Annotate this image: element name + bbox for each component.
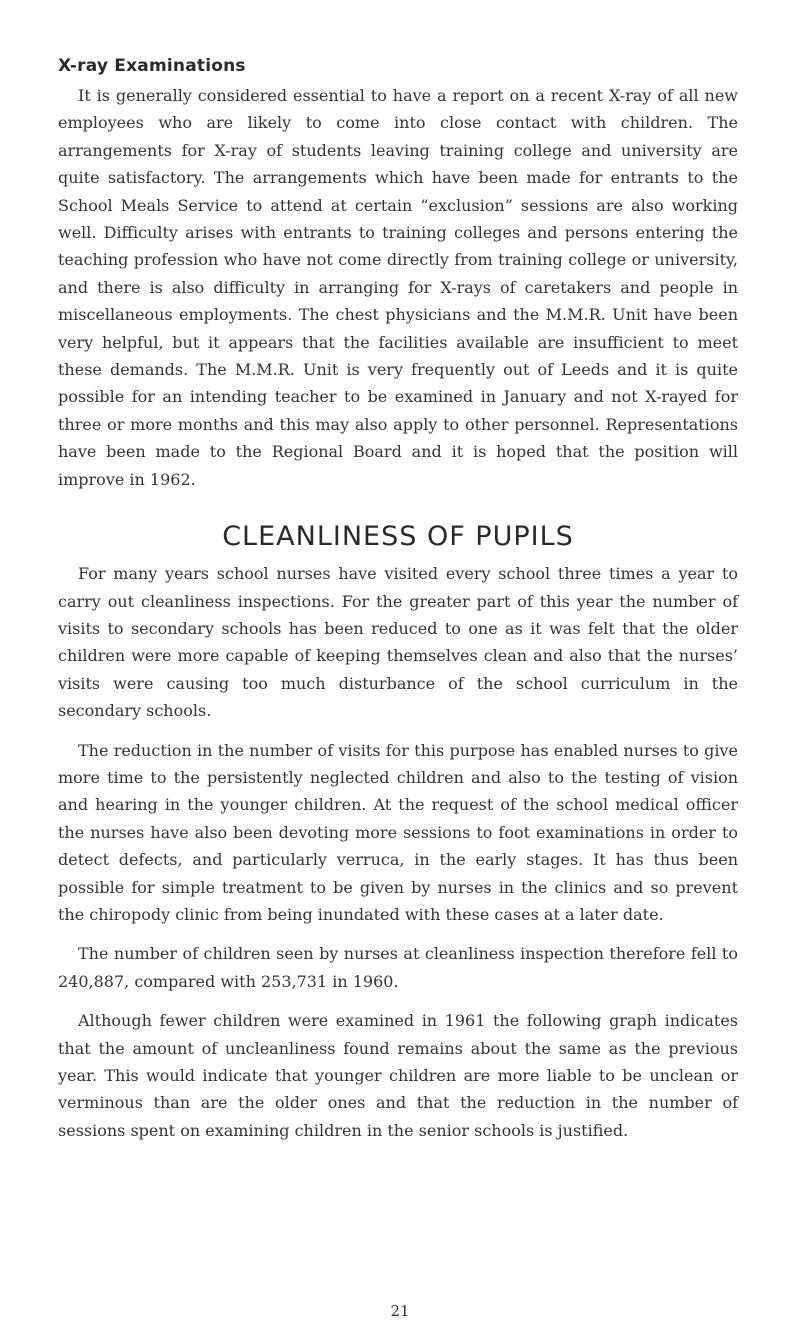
xray-paragraph: It is generally considered essential to have a report on a recent X-ray of all new employees who are likely to come into close contact with children. The arrangements for X-ray of students leaving training college and university are quite satisfactory. The arrangements which have been made for entrants to the School Meals Service to attend at certain “exclusion” sessions are also working well. Difficulty arises with entrants to training colleges and persons entering the teaching profession who have not come directly from training college or university, and there is also difficulty in arranging for X-rays of caretakers and people in miscellaneous employments. The chest physicians and the M.M.R. Unit have been very helpful, but it appears that the facilities available are insufficient to meet these demands. The M.M.R. Unit is very frequently out of Leeds and it is quite possible for an intending teacher to be examined in January and not X-rayed for three or more months and this may also apply to other personnel. Representations have been made to the Regional Board and it is hoped that the position will improve in 1962. <box>58 86 738 489</box>
cleanliness-paragraph-1: For many years school nurses have visited every school three times a year to carry out cleanliness inspections. For the greater part of this year the number of visits to secondary schools has been reduced to one as it was felt that the older children were more capable of keeping themselves clean and also that the nurses’ visits were causing too much disturbance of the school curriculum in the secondary schools. <box>58 564 738 721</box>
cleanliness-paragraph-4: Although fewer children were examined in 1961 the following graph indicates that the amount of uncleanliness found remains about the same as the previous year. This would indicate that younger children are more liable to be unclean or verminous than are the older ones and that the reduction in the number of sessions spent on examining children in the senior schools is justified. <box>58 1011 738 1140</box>
page-number: 21 <box>390 1302 410 1320</box>
document-page <box>58 56 738 1144</box>
page-title: CLEANLINESS OF PUPILS <box>222 521 574 553</box>
cleanliness-paragraph-3: The number of children seen by nurses at cleanliness inspection therefore fell to 240,887, compared with 253,731 in 1960. <box>58 944 738 991</box>
section-heading-xray: X-ray Examinations <box>58 56 246 76</box>
cleanliness-paragraph-2: The reduction in the number of visits for this purpose has enabled nurses to give more time to the persistently neglected children and also to the testing of vision and hearing in the younger children. At the request of the school medical officer the nurses have also been devoting more sessions to foot examinations in order to detect defects, and particularly verruca, in the early stages. It has thus been possible for simple treatment to be given by nurses in the clinics and so prevent the chiropody clinic from being inundated with these cases at a later date. <box>58 740 738 924</box>
